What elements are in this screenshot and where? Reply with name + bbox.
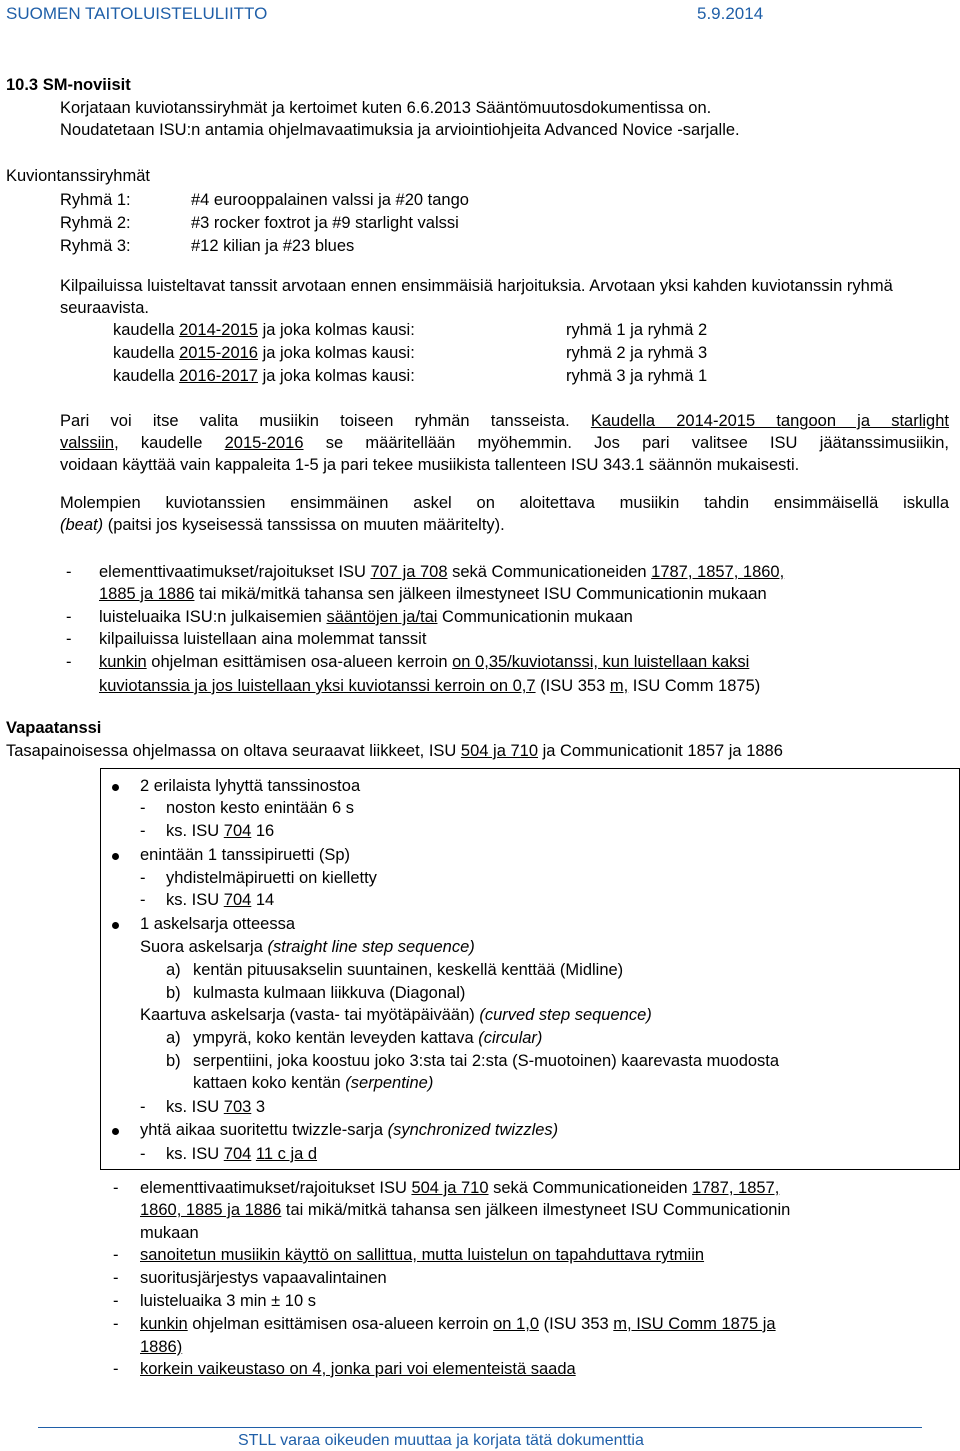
step-paragraph-line-1: Molempien kuviotanssien ensimmäinen askel on aloitettava musiikin tahdin ensimmäisellä iskulla — [60, 494, 949, 512]
list-marker: b) — [166, 1052, 181, 1070]
requirement-item-cont: 1885 ja 1886 tai mikä/mitkä tahansa sen jälkeen ilmestyneet ISU Communicationin mukaan — [99, 585, 767, 603]
dash: - — [66, 563, 72, 581]
season-row: kaudella 2015-2016 ja joka kolmas kausi: — [113, 344, 415, 362]
group-2-label: Ryhmä 2: — [60, 214, 131, 232]
dash: - — [66, 653, 72, 671]
free-requirement-item: elementtivaatimukset/rajoitukset ISU 504 ja 710 sekä Communicationeiden 1787, 1857, — [140, 1179, 780, 1197]
footer-divider — [38, 1427, 922, 1428]
dash: - — [140, 1098, 146, 1116]
music-paragraph-line-3: voidaan käyttää vain kappaleita 1-5 ja pari tekee musiikista tallenteen ISU 343.1 säännön mukaisesti. — [60, 456, 800, 474]
dash: - — [140, 822, 146, 840]
free-factor-item-cont: 1886) — [140, 1338, 183, 1356]
list-marker: b) — [166, 984, 181, 1002]
max-level-item: korkein vaikeustaso on 4, jonka pari voi elementeistä saada — [140, 1360, 576, 1378]
curved-step: Kaartuva askelsarja (vasta- tai myötäpäivään) (curved step sequence) — [140, 1006, 652, 1024]
timing-item: luisteluaika ISU:n julkaisemien sääntöjen ja/tai Communicationin mukaan — [99, 608, 633, 626]
free-requirement-item-cont2: mukaan — [140, 1224, 199, 1242]
dash: - — [140, 799, 146, 817]
dash: - — [113, 1269, 119, 1287]
vocal-music-item: sanoitetun musiikin käyttö on sallittua, mutta luistelun on tapahduttava rytmiin — [140, 1246, 705, 1264]
free-factor-item: kunkin ohjelman esittämisen osa-alueen kerroin on 1,0 (ISU 353 m, ISU Comm 1875 ja — [140, 1315, 776, 1333]
factor-item: kunkin ohjelman esittämisen osa-alueen kerroin on 0,35/kuviotanssi, kun luistellaan kaksi — [99, 653, 750, 671]
group-1-label: Ryhmä 1: — [60, 191, 131, 209]
dash: - — [66, 608, 72, 626]
bullet-icon — [112, 922, 119, 929]
lift-duration: noston kesto enintään 6 s — [166, 799, 355, 817]
bullet-icon — [112, 853, 119, 860]
dash: - — [113, 1179, 119, 1197]
lifts-item: 2 erilaista lyhyttä tanssinostoa — [140, 777, 361, 795]
diagonal-item: kulmasta kulmaan liikkuva (Diagonal) — [193, 984, 466, 1002]
circular-item: ympyrä, koko kentän leveyden kattava (circular) — [193, 1029, 543, 1047]
footer-text: STLL varaa oikeuden muuttaa ja korjata tätä dokumenttia — [238, 1432, 644, 1449]
requirement-item: elementtivaatimukset/rajoitukset ISU 707 ja 708 sekä Communicationeiden 1787, 1857, 1860, — [99, 563, 785, 581]
free-dance-heading: Vapaatanssi — [6, 719, 102, 737]
duration-item: luisteluaika 3 min ± 10 s — [140, 1292, 316, 1310]
twizzle-reference: ks. ISU 704 11 c ja d — [166, 1145, 318, 1163]
season-groups: ryhmä 1 ja ryhmä 2 — [566, 321, 708, 339]
step-reference: ks. ISU 703 3 — [166, 1098, 266, 1116]
music-paragraph-line-1: Pari voi itse valita musiikin toiseen ryhmän tansseista. Kaudella 2014-2015 tangoon ja starlight — [60, 412, 949, 430]
lift-reference: ks. ISU 704 16 — [166, 822, 275, 840]
season-groups: ryhmä 3 ja ryhmä 1 — [566, 367, 708, 385]
both-dances-item: kilpailuissa luistellaan aina molemmat tanssit — [99, 630, 427, 648]
spin-reference: ks. ISU 704 14 — [166, 891, 275, 909]
order-item: suoritusjärjestys vapaavalintainen — [140, 1269, 387, 1287]
dash: - — [113, 1360, 119, 1378]
dash: - — [140, 869, 146, 887]
group-1-dances: #4 eurooppalainen valssi ja #20 tango — [191, 191, 469, 209]
dash: - — [66, 630, 72, 648]
dash: - — [140, 1145, 146, 1163]
season-row: kaudella 2016-2017 ja joka kolmas kausi: — [113, 367, 415, 385]
music-paragraph-line-2: valssiin, kaudelle 2015-2016 se määritellään myöhemmin. Jos pari valitsee ISU jäätanssimusiikin, — [60, 434, 949, 452]
free-dance-intro: Tasapainoisessa ohjelmassa on oltava seuraavat liikkeet, ISU 504 ja 710 ja Communicationit 1857 ja 1886 — [6, 742, 783, 760]
draw-paragraph: Kilpailuissa luisteltavat tanssit arvotaan ennen ensimmäisiä harjoituksia. Arvotaan yksi kahden kuviotanssin ryhmä seuraavista. — [60, 277, 893, 317]
group-3-dances: #12 kilian ja #23 blues — [191, 237, 355, 255]
dash: - — [113, 1292, 119, 1310]
dash: - — [113, 1315, 119, 1333]
serpentine-item: serpentiini, joka koostuu joko 3:sta tai 2:sta (S-muotoinen) kaarevasta muodosta — [193, 1052, 780, 1070]
free-requirement-item-cont: 1860, 1885 ja 1886 tai mikä/mitkä tahansa sen jälkeen ilmestyneet ISU Communicationin — [140, 1201, 791, 1219]
list-marker: a) — [166, 961, 181, 979]
twizzle-item: yhtä aikaa suoritettu twizzle-sarja (synchronized twizzles) — [140, 1121, 559, 1139]
kuvio-heading: Kuviontanssiryhmät — [6, 167, 150, 185]
bullet-icon — [112, 1128, 119, 1135]
midline-item: kentän pituusakselin suuntainen, keskellä kenttää (Midline) — [193, 961, 624, 979]
intro-line-2: Noudatetaan ISU:n antamia ohjelmavaatimuksia ja arviointiohjeita Advanced Novice -sarjalle. — [60, 121, 740, 139]
header-date: 5.9.2014 — [697, 4, 764, 23]
serpentine-item-cont: kattaen koko kentän (serpentine) — [193, 1074, 434, 1092]
dash: - — [113, 1246, 119, 1264]
step-sequence-item: 1 askelsarja otteessa — [140, 915, 296, 933]
header-org: SUOMEN TAITOLUISTELULIITTO — [6, 4, 268, 23]
step-paragraph-line-2: (beat) (paitsi jos kyseisessä tanssissa on muuten määritelty). — [60, 516, 505, 534]
intro-line-1: Korjataan kuviotanssiryhmät ja kertoimet kuten 6.6.2013 Sääntömuutosdokumentissa on. — [60, 99, 712, 117]
group-2-dances: #3 rocker foxtrot ja #9 starlight valssi — [191, 214, 459, 232]
spin-item: enintään 1 tanssipiruetti (Sp) — [140, 846, 351, 864]
list-marker: a) — [166, 1029, 181, 1047]
factor-item-cont: kuviotanssia ja jos luistellaan yksi kuviotanssi kerroin on 0,7 (ISU 353 m, ISU Comm 1875) — [99, 677, 761, 695]
season-row: kaudella 2014-2015 ja joka kolmas kausi: — [113, 321, 415, 339]
straight-line-step: Suora askelsarja (straight line step sequence) — [140, 938, 475, 956]
combo-spin-forbidden: yhdistelmäpiruetti on kielletty — [166, 869, 377, 887]
dash: - — [140, 891, 146, 909]
section-title: 10.3 SM-noviisit — [6, 76, 131, 94]
bullet-icon — [112, 784, 119, 791]
season-groups: ryhmä 2 ja ryhmä 3 — [566, 344, 708, 362]
group-3-label: Ryhmä 3: — [60, 237, 131, 255]
